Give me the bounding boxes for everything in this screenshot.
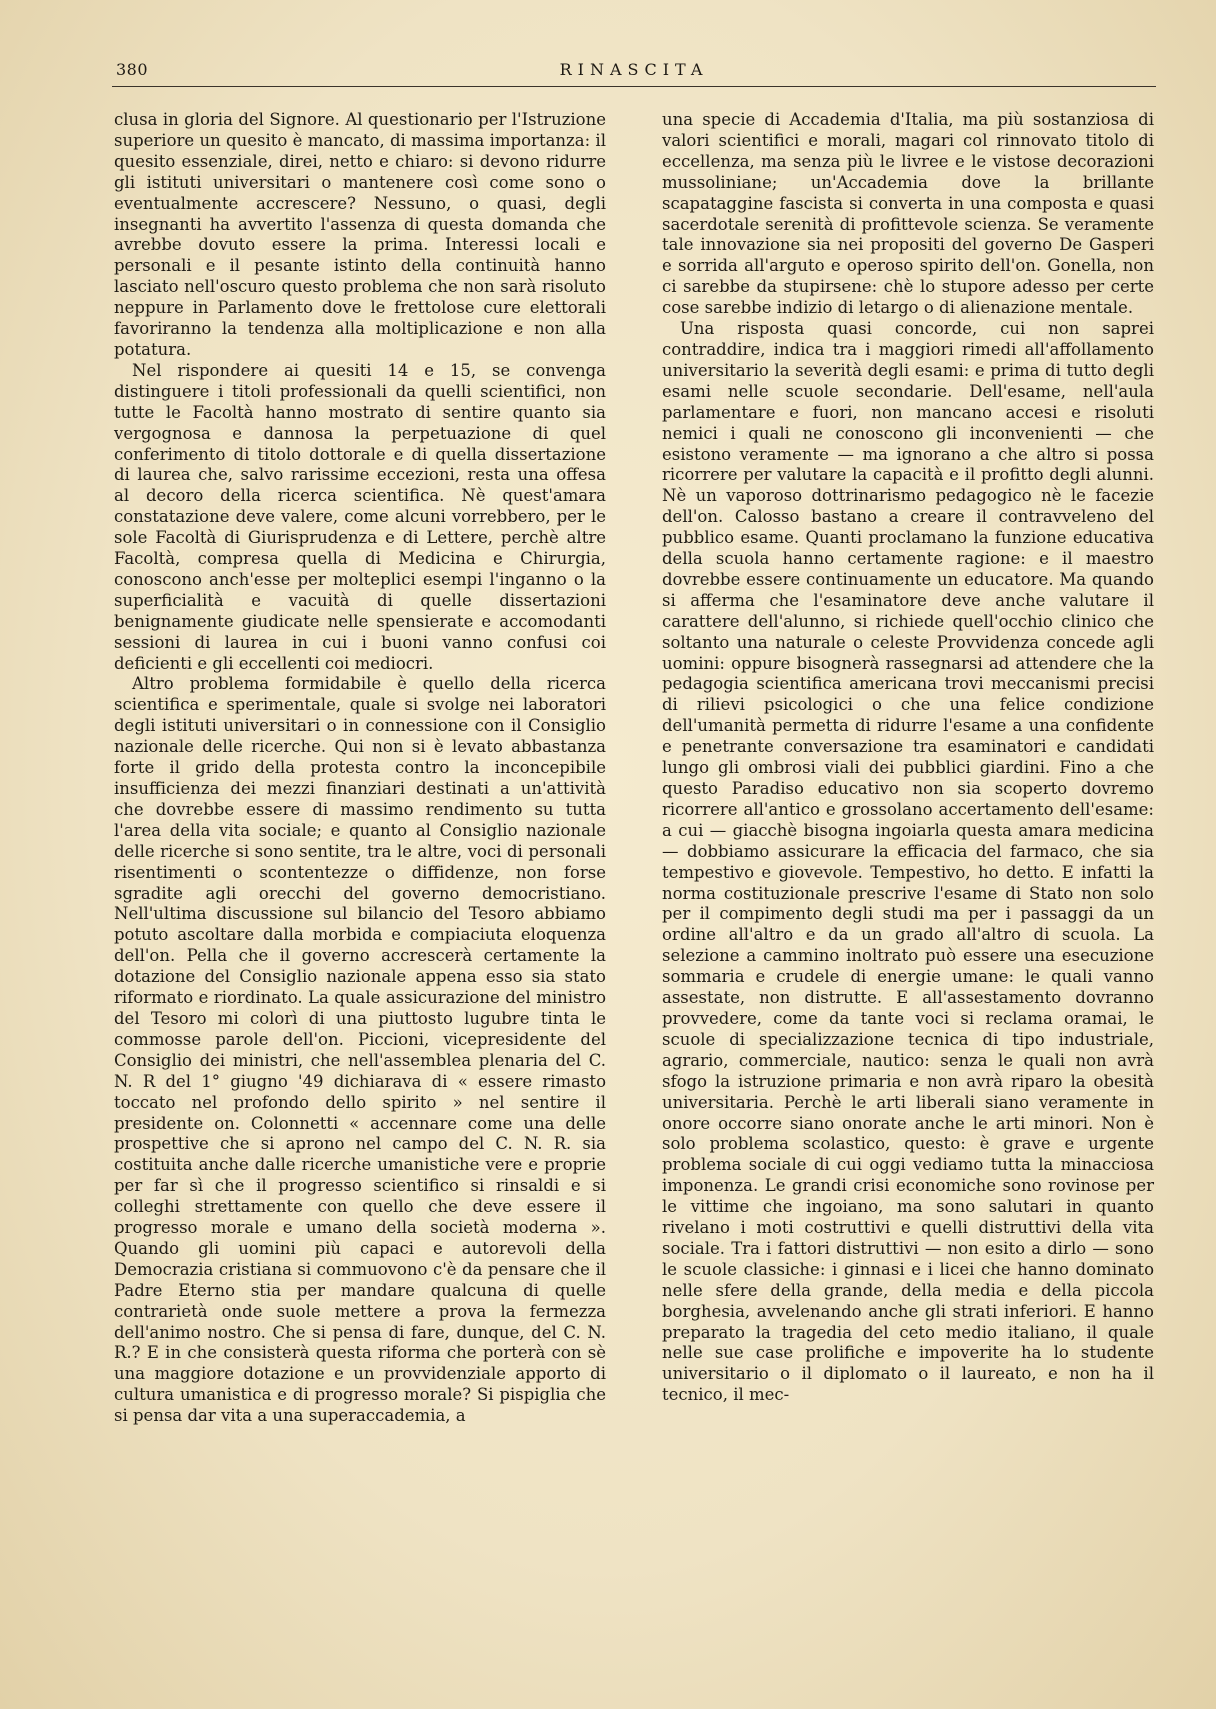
paragraph: una specie di Accademia d'Italia, ma più sostanziosa di valori scientifici e morali, magari col rinnovato titolo di eccellenza, ma senza più le livree e le vistose decorazioni mussoliniane; un'Accademia dove la brillante scapataggine fascista si converta in una composta e quasi sacerdotale serenità di profittevole scienza. Se veramente tale innovazione sia nei propositi del governo De Gasperi e sorrida all'arguto e operoso spirito dell'on. Gonella, non ci sarebbe da stupirsene: chè lo stupore adesso per certe cose sarebbe indizio di letargo o di alienazione mentale. (662, 110, 1154, 318)
paragraph: Nel rispondere ai quesiti 14 e 15, se convenga distinguere i titoli professionali da quelli scientifici, non tutte le Facoltà hanno mostrato di sentire quanto sia vergognosa e dannosa la perpetuazione di quel conferimento di titolo dottorale e di quella dissertazione di laurea che, salvo rarissime eccezioni, resta una offesa al decoro della ricerca scientifica. Nè quest'amara constatazione deve valere, come alcuni vorrebbero, per le sole Facoltà di Giurisprudenza e di Lettere, perchè altre Facoltà, compresa quella di Medicina e Chirurgia, conoscono anch'esse per molteplici esempi l'inganno o la superficialità e vacuità di quelle dissertazioni benignamente giudicate nelle spensierate e accomodanti sessioni di laurea in cui i buoni vanno confusi coi deficienti e gli eccellenti coi mediocri. (114, 360, 606, 673)
paragraph: clusa in gloria del Signore. Al questionario per l'Istruzione superiore un quesito è mancato, di massima importanza: il quesito essenziale, direi, netto e chiaro: si devono ridurre gli istituti universitari o mantenere così come sono o eventualmente accrescere? Nessuno, o quasi, degli insegnanti ha avvertito l'assenza di questa domanda che avrebbe dovuto essere la prima. Interessi locali e personali e il pesante istinto della continuità hanno lasciato nell'oscuro questo problema che non sarà risoluto neppure in Parlamento dove le frettolose cure elettorali favoriranno la tendenza alla moltiplicazione e non alla potatura. (114, 110, 606, 359)
left-column (114, 110, 606, 1427)
paragraph: Altro problema formidabile è quello della ricerca scientifica e sperimentale, quale si svolge nei laboratori degli istituti universitari o in connessione con il Consiglio nazionale delle ricerche. Qui non si è levato abbastanza forte il grido della protesta contro la inconcepibile insufficienza dei mezzi finanziari destinati a un'attività che dovrebbe essere di massimo rendimento su tutta l'area della vita sociale; e quanto al Consiglio nazionale delle ricerche si sono sentite, tra le altre, voci di personali risentimenti o scontentezze o diffidenze, non forse sgradite agli orecchi del governo democristiano. Nell'ultima discussione sul bilancio del Tesoro abbiamo potuto ascoltare dalla morbida e compiaciuta eloquenza dell'on. Pella che il governo accrescerà certamente la dotazione del Consiglio nazionale appena esso sia stato riformato e riordinato. La quale assicurazione del ministro del Tesoro mi colorì di una piuttosto lugubre tinta le commosse parole dell'on. Piccioni, vicepresidente del Consiglio dei ministri, che nell'assemblea plenaria del C. N. R del 1° giugno '49 dichiarava di « essere rimasto toccato nel profondo dello spirito » nel sentire il presidente on. Colonnetti « accennare come una delle prospettive che si aprono nel campo del C. N. R. sia costituita anche dalle ricerche umanistiche vere e proprie per far sì che il progresso scientifico si rinsaldi e si colleghi strettamente con quello che deve essere il progresso morale e umano della società moderna ». Quando gli uomini più capaci e autorevoli della Democrazia cristiana si commuovono c'è da pensare che il Padre Eterno stia per mandare qualcuna di quelle contrarietà onde suole mettere a prova la fermezza dell'animo nostro. Che si pensa di fare, dunque, del C. N. R.? E in che consisterà questa riforma che porterà con sè una maggiore dotazione e un provvidenziale apporto di cultura umanistica e di progresso morale? Si pispiglia che si pensa dar vita a una superaccademia, a (114, 674, 606, 1426)
right-column (662, 110, 1154, 1406)
paragraph: Una risposta quasi concorde, cui non saprei contraddire, indica tra i maggiori rimedi all'affollamento universitario la severità degli esami: e prima di tutto degli esami nelle scuole secondarie. Dell'esame, nell'aula parlamentare e fuori, non mancano accesi e risoluti nemici i quali ne conoscono gli inconvenienti — che esistono veramente — ma ignorano a che altro si possa ricorrere per valutare la capacità e il profitto degli alunni. Nè un vaporoso dottrinarismo pedagogico nè le facezie dell'on. Calosso bastano a creare il contravveleno del pubblico esame. Quanti proclamano la funzione educativa della scuola hanno certamente ragione: e il maestro dovrebbe essere continuamente un educatore. Ma quando si afferma che l'esaminatore deve anche valutare il carattere dell'alunno, si richiede quell'occhio clinico che soltanto una naturale o celeste Provvidenza concede agli uomini: oppure bisognerà rassegnarsi ad attendere che la pedagogia scientifica americana trovi meccanismi precisi di rilievi psicologici o che una felice condizione dell'umanità permetta di ridurre l'esame a una confidente e penetrante conversazione tra esaminatori e candidati lungo gli ombrosi viali dei pubblici giardini. Fino a che questo Paradiso educativo non sia scoperto dovremo ricorrere all'antico e grossolano accertamento dell'esame: a cui — giacchè bisogna ingoiarla questa amara medicina — dobbiamo assicurare la efficacia del farmaco, che sia tempestivo e giovevole. Tempestivo, ho detto. E infatti la norma costituzionale prescrive l'esame di Stato non solo per il compimento degli studi ma per i passaggi da un ordine all'altro e da un grado all'altro di scuola. La selezione a cammino inoltrato può essere una esecuzione sommaria e crudele di energie umane: le quali vanno assestate, non distrutte. E all'assestamento dovranno provvedere, come da tante voci si reclama oramai, le scuole di specializzazione tecnica di tipo industriale, agrario, commerciale, nautico: senza le quali non avrà sfogo la istruzione primaria e non avrà riparo la obesità universitaria. Perchè le arti liberali siano veramente in onore occorre siano onorate anche le arti minori. Non è solo problema scolastico, questo: è grave e urgente problema sociale di cui oggi vediamo tutta la minacciosa imponenza. Le grandi crisi economiche sono rovinose per le vittime che ingoiano, ma sono salutari in quanto rivelano i moti costruttivi e quelli distruttivi della vita sociale. Tra i fattori distruttivi — non esito a dirlo — sono le scuole classiche: i ginnasi e i licei che hanno dominato nelle sfere della grande, della media e della piccola borghesia, avvelenando anche gli strati inferiori. E hanno preparato la tragedia del ceto medio italiano, il quale nelle sue case prolifiche e impoverite ha lo studente universitario o il diplomato o il laureato, e non ha il tecnico, il mec- (662, 319, 1154, 1405)
journal-title: RINASCITA (559, 60, 709, 79)
page-header (112, 60, 1156, 87)
page-number: 380 (116, 60, 149, 79)
